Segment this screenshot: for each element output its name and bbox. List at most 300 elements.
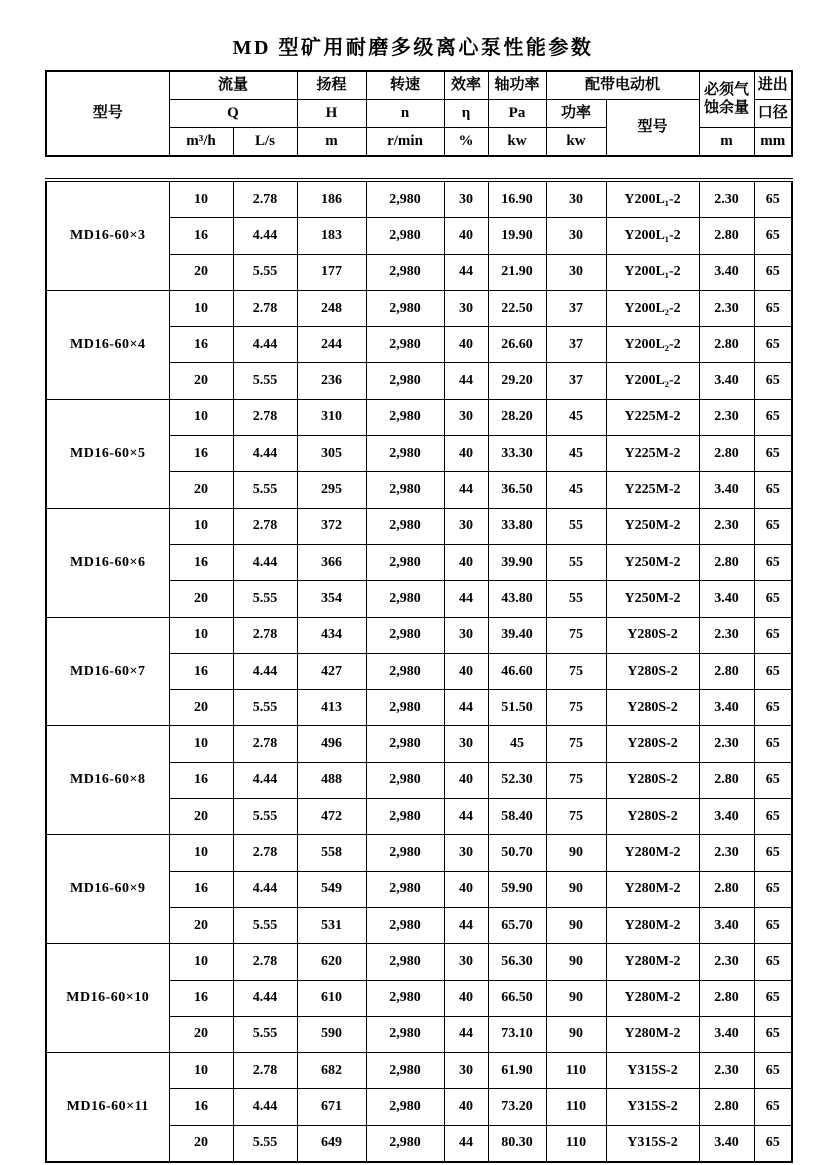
header-motor-power-unit: kw: [546, 128, 606, 157]
cell-speed: 2,980: [366, 508, 444, 544]
cell-npsh: 2.80: [699, 436, 754, 472]
cell-flow-m3h: 20: [169, 254, 233, 290]
cell-head: 496: [297, 726, 366, 762]
cell-port-diameter: 65: [754, 508, 792, 544]
cell-flow-m3h: 20: [169, 907, 233, 943]
cell-head: 649: [297, 1125, 366, 1162]
cell-port-diameter: 65: [754, 653, 792, 689]
cell-npsh: 2.30: [699, 617, 754, 653]
cell-flow-m3h: 16: [169, 653, 233, 689]
cell-head: 236: [297, 363, 366, 399]
cell-speed: 2,980: [366, 399, 444, 435]
header-motor-power-label: 功率: [546, 100, 606, 128]
header-speed-symbol: n: [366, 100, 444, 128]
cell-motor-model: Y225M-2: [606, 399, 699, 435]
pump-model-cell: MD16-60×11: [46, 1053, 169, 1162]
cell-motor-model: Y315S-2: [606, 1125, 699, 1162]
cell-flow-m3h: 10: [169, 290, 233, 326]
cell-efficiency: 44: [444, 1125, 488, 1162]
cell-flow-ls: 5.55: [233, 799, 297, 835]
cell-port-diameter: 65: [754, 472, 792, 508]
cell-head: 305: [297, 436, 366, 472]
cell-shaft-power: 58.40: [488, 799, 546, 835]
cell-port-diameter: 65: [754, 218, 792, 254]
pump-model-cell: MD16-60×6: [46, 508, 169, 617]
cell-motor-power: 30: [546, 218, 606, 254]
cell-flow-m3h: 20: [169, 581, 233, 617]
cell-speed: 2,980: [366, 617, 444, 653]
cell-shaft-power: 33.30: [488, 436, 546, 472]
cell-flow-m3h: 20: [169, 1016, 233, 1052]
cell-efficiency: 44: [444, 690, 488, 726]
cell-motor-power: 75: [546, 690, 606, 726]
cell-speed: 2,980: [366, 907, 444, 943]
cell-shaft-power: 51.50: [488, 690, 546, 726]
cell-flow-m3h: 16: [169, 762, 233, 798]
cell-port-diameter: 65: [754, 799, 792, 835]
cell-motor-model: Y280S-2: [606, 726, 699, 762]
cell-head: 177: [297, 254, 366, 290]
cell-motor-model: Y280S-2: [606, 690, 699, 726]
cell-motor-power: 30: [546, 180, 606, 218]
cell-motor-power: 45: [546, 399, 606, 435]
cell-motor-power: 110: [546, 1125, 606, 1162]
cell-head: 610: [297, 980, 366, 1016]
cell-port-diameter: 65: [754, 581, 792, 617]
cell-motor-model: Y200L₂-2: [606, 363, 699, 399]
cell-speed: 2,980: [366, 835, 444, 871]
header-head-label: 扬程: [297, 71, 366, 100]
table-row: [46, 835, 792, 871]
table-row: [46, 944, 792, 980]
cell-motor-power: 55: [546, 581, 606, 617]
cell-speed: 2,980: [366, 1089, 444, 1125]
cell-motor-model: Y315S-2: [606, 1053, 699, 1089]
cell-head: 488: [297, 762, 366, 798]
cell-efficiency: 30: [444, 290, 488, 326]
cell-motor-power: 90: [546, 835, 606, 871]
pump-model-cell: MD16-60×10: [46, 944, 169, 1053]
cell-motor-power: 90: [546, 1016, 606, 1052]
cell-port-diameter: 65: [754, 544, 792, 580]
cell-npsh: 2.80: [699, 1089, 754, 1125]
cell-efficiency: 40: [444, 544, 488, 580]
cell-port-diameter: 65: [754, 1016, 792, 1052]
header-port-label-line1: 进出: [754, 71, 792, 100]
cell-npsh: 2.80: [699, 544, 754, 580]
cell-flow-ls: 5.55: [233, 1125, 297, 1162]
cell-head: 372: [297, 508, 366, 544]
cell-speed: 2,980: [366, 980, 444, 1016]
cell-npsh: 3.40: [699, 472, 754, 508]
cell-flow-ls: 4.44: [233, 544, 297, 580]
cell-motor-model: Y225M-2: [606, 472, 699, 508]
cell-npsh: 3.40: [699, 363, 754, 399]
cell-shaft-power: 22.50: [488, 290, 546, 326]
cell-head: 620: [297, 944, 366, 980]
cell-head: 558: [297, 835, 366, 871]
cell-motor-power: 110: [546, 1089, 606, 1125]
cell-efficiency: 44: [444, 363, 488, 399]
cell-npsh: 2.30: [699, 508, 754, 544]
cell-port-diameter: 65: [754, 254, 792, 290]
cell-shaft-power: 19.90: [488, 218, 546, 254]
cell-efficiency: 30: [444, 617, 488, 653]
cell-npsh: 3.40: [699, 1125, 754, 1162]
cell-flow-m3h: 20: [169, 690, 233, 726]
header-head-symbol: H: [297, 100, 366, 128]
cell-flow-ls: 5.55: [233, 254, 297, 290]
cell-motor-model: Y200L₁-2: [606, 254, 699, 290]
cell-speed: 2,980: [366, 544, 444, 580]
page-title: MD 型矿用耐磨多级离心泵性能参数: [232, 37, 594, 59]
cell-motor-power: 90: [546, 907, 606, 943]
pump-data-table: [45, 178, 793, 1163]
cell-efficiency: 30: [444, 180, 488, 218]
header-shaft-power-label: 轴功率: [488, 71, 546, 100]
cell-npsh: 2.80: [699, 327, 754, 363]
header-efficiency-symbol: η: [444, 100, 488, 128]
cell-efficiency: 40: [444, 653, 488, 689]
cell-shaft-power: 39.40: [488, 617, 546, 653]
cell-shaft-power: 73.20: [488, 1089, 546, 1125]
cell-flow-m3h: 10: [169, 835, 233, 871]
header-flow-label: 流量: [169, 71, 297, 100]
cell-port-diameter: 65: [754, 835, 792, 871]
table-row: [46, 617, 792, 653]
header-shaft-power-unit: kw: [488, 128, 546, 157]
cell-efficiency: 40: [444, 762, 488, 798]
cell-npsh: 2.80: [699, 762, 754, 798]
cell-efficiency: 30: [444, 1053, 488, 1089]
cell-head: 244: [297, 327, 366, 363]
cell-npsh: 2.30: [699, 290, 754, 326]
cell-efficiency: 30: [444, 399, 488, 435]
cell-shaft-power: 26.60: [488, 327, 546, 363]
cell-shaft-power: 50.70: [488, 835, 546, 871]
cell-npsh: 2.30: [699, 726, 754, 762]
cell-port-diameter: 65: [754, 871, 792, 907]
cell-flow-ls: 2.78: [233, 835, 297, 871]
cell-npsh: 2.30: [699, 1053, 754, 1089]
cell-flow-ls: 5.55: [233, 907, 297, 943]
cell-motor-power: 75: [546, 799, 606, 835]
cell-shaft-power: 43.80: [488, 581, 546, 617]
cell-motor-model: Y250M-2: [606, 544, 699, 580]
cell-shaft-power: 33.80: [488, 508, 546, 544]
cell-motor-model: Y280S-2: [606, 799, 699, 835]
cell-shaft-power: 52.30: [488, 762, 546, 798]
cell-npsh: 2.80: [699, 871, 754, 907]
cell-speed: 2,980: [366, 1125, 444, 1162]
cell-head: 186: [297, 180, 366, 218]
cell-flow-ls: 4.44: [233, 762, 297, 798]
cell-motor-model: Y280M-2: [606, 944, 699, 980]
cell-port-diameter: 65: [754, 762, 792, 798]
cell-efficiency: 30: [444, 835, 488, 871]
cell-motor-power: 75: [546, 653, 606, 689]
table-row: [46, 1053, 792, 1089]
cell-speed: 2,980: [366, 180, 444, 218]
cell-flow-ls: 2.78: [233, 944, 297, 980]
cell-motor-power: 45: [546, 436, 606, 472]
cell-flow-ls: 2.78: [233, 617, 297, 653]
cell-head: 434: [297, 617, 366, 653]
cell-efficiency: 44: [444, 1016, 488, 1052]
cell-speed: 2,980: [366, 581, 444, 617]
cell-efficiency: 44: [444, 799, 488, 835]
pump-model-cell: MD16-60×3: [46, 180, 169, 290]
cell-head: 183: [297, 218, 366, 254]
cell-flow-m3h: 16: [169, 544, 233, 580]
cell-port-diameter: 65: [754, 1053, 792, 1089]
cell-motor-power: 37: [546, 290, 606, 326]
cell-port-diameter: 65: [754, 617, 792, 653]
cell-npsh: 2.30: [699, 399, 754, 435]
cell-motor-model: Y200L₁-2: [606, 180, 699, 218]
pump-model-cell: MD16-60×9: [46, 835, 169, 944]
cell-speed: 2,980: [366, 762, 444, 798]
cell-motor-power: 75: [546, 762, 606, 798]
cell-shaft-power: 65.70: [488, 907, 546, 943]
cell-flow-m3h: 16: [169, 436, 233, 472]
cell-npsh: 3.40: [699, 907, 754, 943]
cell-port-diameter: 65: [754, 980, 792, 1016]
header-shaft-power-symbol: Pa: [488, 100, 546, 128]
cell-shaft-power: 39.90: [488, 544, 546, 580]
cell-motor-model: Y200L₂-2: [606, 290, 699, 326]
cell-flow-ls: 5.55: [233, 690, 297, 726]
cell-port-diameter: 65: [754, 690, 792, 726]
cell-speed: 2,980: [366, 1053, 444, 1089]
cell-motor-power: 55: [546, 508, 606, 544]
cell-flow-m3h: 20: [169, 1125, 233, 1162]
cell-flow-m3h: 10: [169, 1053, 233, 1089]
cell-shaft-power: 36.50: [488, 472, 546, 508]
cell-npsh: 2.80: [699, 980, 754, 1016]
cell-efficiency: 44: [444, 907, 488, 943]
cell-shaft-power: 45: [488, 726, 546, 762]
cell-motor-power: 37: [546, 327, 606, 363]
header-flow-symbol: Q: [169, 100, 297, 128]
cell-speed: 2,980: [366, 690, 444, 726]
table-row: [46, 290, 792, 326]
cell-flow-ls: 4.44: [233, 980, 297, 1016]
cell-shaft-power: 28.20: [488, 399, 546, 435]
cell-npsh: 2.80: [699, 218, 754, 254]
cell-speed: 2,980: [366, 653, 444, 689]
cell-flow-ls: 4.44: [233, 871, 297, 907]
header-npsh-label-line2: 蚀余量: [704, 99, 750, 116]
cell-efficiency: 44: [444, 581, 488, 617]
cell-npsh: 3.40: [699, 254, 754, 290]
cell-motor-model: Y225M-2: [606, 436, 699, 472]
cell-flow-m3h: 16: [169, 218, 233, 254]
cell-efficiency: 30: [444, 508, 488, 544]
cell-flow-ls: 2.78: [233, 1053, 297, 1089]
cell-efficiency: 40: [444, 871, 488, 907]
cell-flow-ls: 5.55: [233, 581, 297, 617]
header-flow-unit-ls: L/s: [233, 128, 297, 157]
table-row: [46, 508, 792, 544]
cell-flow-m3h: 20: [169, 363, 233, 399]
cell-speed: 2,980: [366, 436, 444, 472]
table-row: [46, 726, 792, 762]
cell-flow-m3h: 16: [169, 327, 233, 363]
pump-table-body: [46, 180, 792, 1162]
cell-speed: 2,980: [366, 472, 444, 508]
header-motor-model-label: 型号: [606, 100, 699, 157]
cell-efficiency: 44: [444, 254, 488, 290]
cell-npsh: 3.40: [699, 1016, 754, 1052]
pump-model-cell: MD16-60×8: [46, 726, 169, 835]
cell-motor-model: Y200L₁-2: [606, 218, 699, 254]
cell-flow-ls: 5.55: [233, 472, 297, 508]
header-port-unit: mm: [754, 128, 792, 157]
cell-head: 413: [297, 690, 366, 726]
cell-shaft-power: 21.90: [488, 254, 546, 290]
header-table: [45, 70, 793, 157]
table-row: [46, 180, 792, 218]
cell-efficiency: 40: [444, 436, 488, 472]
cell-shaft-power: 59.90: [488, 871, 546, 907]
cell-flow-ls: 4.44: [233, 327, 297, 363]
header-speed-label: 转速: [366, 71, 444, 100]
cell-motor-power: 90: [546, 944, 606, 980]
cell-head: 549: [297, 871, 366, 907]
cell-flow-ls: 2.78: [233, 508, 297, 544]
cell-head: 366: [297, 544, 366, 580]
header-model-label: 型号: [46, 71, 169, 156]
cell-head: 295: [297, 472, 366, 508]
cell-flow-m3h: 10: [169, 617, 233, 653]
cell-speed: 2,980: [366, 254, 444, 290]
cell-motor-model: Y200L₂-2: [606, 327, 699, 363]
cell-speed: 2,980: [366, 871, 444, 907]
cell-port-diameter: 65: [754, 399, 792, 435]
pump-model-cell: MD16-60×4: [46, 290, 169, 399]
header-npsh-label: [699, 71, 754, 128]
cell-shaft-power: 16.90: [488, 180, 546, 218]
cell-port-diameter: 65: [754, 363, 792, 399]
cell-npsh: 2.30: [699, 835, 754, 871]
header-efficiency-label: 效率: [444, 71, 488, 100]
cell-motor-model: Y280S-2: [606, 762, 699, 798]
cell-flow-m3h: 16: [169, 1089, 233, 1125]
cell-head: 472: [297, 799, 366, 835]
cell-motor-power: 90: [546, 980, 606, 1016]
cell-speed: 2,980: [366, 1016, 444, 1052]
header-flow-unit-m3h: m³/h: [169, 128, 233, 157]
cell-speed: 2,980: [366, 327, 444, 363]
cell-npsh: 3.40: [699, 799, 754, 835]
cell-npsh: 2.30: [699, 944, 754, 980]
cell-port-diameter: 65: [754, 180, 792, 218]
cell-shaft-power: 66.50: [488, 980, 546, 1016]
header-head-unit: m: [297, 128, 366, 157]
cell-shaft-power: 56.30: [488, 944, 546, 980]
cell-flow-m3h: 10: [169, 944, 233, 980]
cell-motor-model: Y280S-2: [606, 617, 699, 653]
cell-npsh: 3.40: [699, 690, 754, 726]
cell-shaft-power: 46.60: [488, 653, 546, 689]
cell-speed: 2,980: [366, 218, 444, 254]
cell-head: 427: [297, 653, 366, 689]
cell-efficiency: 30: [444, 944, 488, 980]
cell-port-diameter: 65: [754, 436, 792, 472]
cell-efficiency: 40: [444, 980, 488, 1016]
header-efficiency-unit: %: [444, 128, 488, 157]
cell-flow-ls: 5.55: [233, 363, 297, 399]
cell-efficiency: 30: [444, 726, 488, 762]
cell-motor-model: Y280M-2: [606, 1016, 699, 1052]
cell-motor-model: Y280M-2: [606, 835, 699, 871]
table-row: [46, 399, 792, 435]
cell-speed: 2,980: [366, 363, 444, 399]
header-speed-unit: r/min: [366, 128, 444, 157]
cell-flow-m3h: 10: [169, 508, 233, 544]
cell-flow-ls: 4.44: [233, 436, 297, 472]
cell-motor-model: Y250M-2: [606, 508, 699, 544]
cell-motor-model: Y280M-2: [606, 871, 699, 907]
cell-motor-power: 75: [546, 617, 606, 653]
cell-flow-ls: 2.78: [233, 399, 297, 435]
header-port-label-line2: 口径: [754, 100, 792, 128]
cell-port-diameter: 65: [754, 907, 792, 943]
cell-motor-power: 90: [546, 871, 606, 907]
cell-flow-ls: 2.78: [233, 726, 297, 762]
cell-shaft-power: 29.20: [488, 363, 546, 399]
cell-head: 682: [297, 1053, 366, 1089]
cell-flow-m3h: 16: [169, 980, 233, 1016]
pump-model-cell: MD16-60×7: [46, 617, 169, 726]
pump-model-cell: MD16-60×5: [46, 399, 169, 508]
cell-motor-model: Y280S-2: [606, 653, 699, 689]
cell-port-diameter: 65: [754, 944, 792, 980]
cell-motor-model: Y315S-2: [606, 1089, 699, 1125]
cell-speed: 2,980: [366, 944, 444, 980]
cell-port-diameter: 65: [754, 290, 792, 326]
cell-speed: 2,980: [366, 290, 444, 326]
cell-flow-m3h: 16: [169, 871, 233, 907]
cell-efficiency: 40: [444, 218, 488, 254]
cell-flow-m3h: 20: [169, 799, 233, 835]
cell-shaft-power: 61.90: [488, 1053, 546, 1089]
cell-flow-ls: 5.55: [233, 1016, 297, 1052]
cell-flow-ls: 2.78: [233, 180, 297, 218]
cell-npsh: 2.30: [699, 180, 754, 218]
cell-motor-model: Y280M-2: [606, 907, 699, 943]
cell-flow-m3h: 20: [169, 472, 233, 508]
cell-npsh: 2.80: [699, 653, 754, 689]
cell-flow-m3h: 10: [169, 399, 233, 435]
cell-shaft-power: 73.10: [488, 1016, 546, 1052]
header-row-labels: [46, 71, 792, 100]
cell-head: 310: [297, 399, 366, 435]
cell-port-diameter: 65: [754, 1089, 792, 1125]
cell-flow-m3h: 10: [169, 180, 233, 218]
cell-npsh: 3.40: [699, 581, 754, 617]
cell-motor-model: Y250M-2: [606, 581, 699, 617]
cell-flow-ls: 4.44: [233, 1089, 297, 1125]
header-npsh-unit: m: [699, 128, 754, 157]
header-npsh-label-line1: 必须气: [704, 82, 750, 99]
cell-head: 671: [297, 1089, 366, 1125]
cell-head: 531: [297, 907, 366, 943]
cell-efficiency: 44: [444, 472, 488, 508]
cell-motor-power: 110: [546, 1053, 606, 1089]
cell-flow-m3h: 10: [169, 726, 233, 762]
